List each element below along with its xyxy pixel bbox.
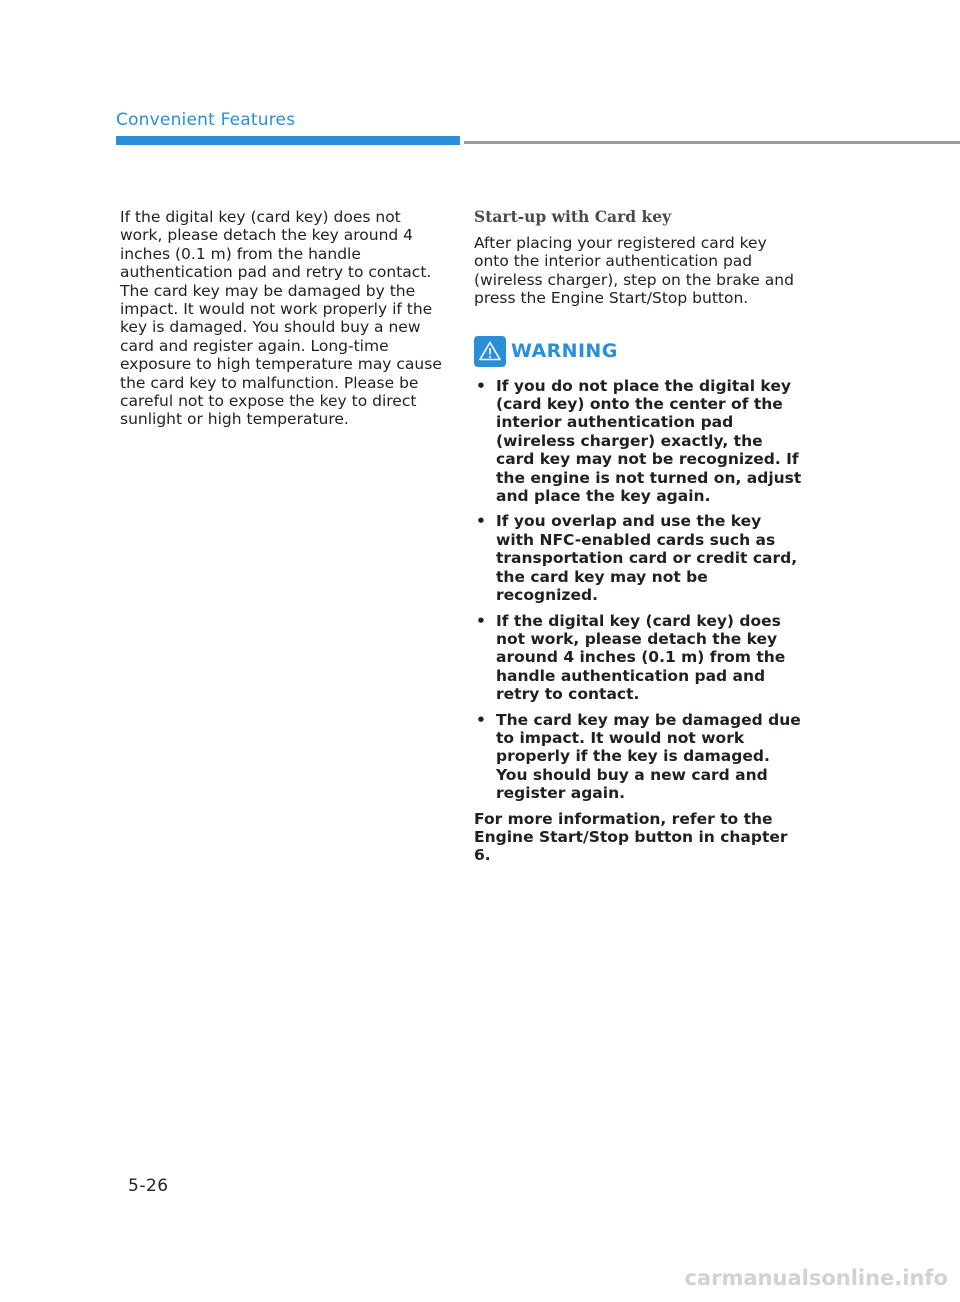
bullet: • [476,376,486,395]
header-rule [464,141,960,144]
section-heading: Start-up with Card key [474,207,672,226]
left-paragraph: If the digital key (card key) does not work, please detach the key around 4 inches (0.1 m) from the handle authentication pad and retry to contact. The card key may be damaged by the impact. It would not work properly if the key is damaged. You should buy a new card and register again. Long-time exposure to high temperature may cause the card key to malfunction. Please be careful not to expose the key to direct sunlight or high temperature. [120,208,442,429]
warning-item-text: If you overlap and use the key with NFC-enabled cards such as transportation card or credit card, the card key may not be recognized. [496,512,798,605]
warning-header [474,336,804,367]
watermark: carmanualsonline.info [684,1266,948,1290]
warning-item [474,377,804,506]
warning-label: WARNING [511,340,618,363]
bullet: • [476,710,486,729]
right-column [474,206,804,865]
warning-item [474,711,804,803]
warning-list [474,377,804,803]
bullet: • [476,611,486,630]
page-number: 5-26 [128,1176,169,1196]
warning-item-text: If the digital key (card key) does not work, please detach the key around 4 inches (0.1 m) from the handle authentication pad and retry to contact. [496,611,786,704]
header-accent-bar [116,136,460,145]
warning-note: For more information, refer to the Engine Start/Stop button in chapter 6. [474,809,788,865]
warning-item-text: If you do not place the digital key (card key) onto the center of the interior authentication pad (wireless charger) exactly, the card key may not be recognized. If the engine is not turned on, adjust and place the key again. [496,376,802,506]
section-body: After placing your registered card key onto the interior authentication pad (wireless charger), step on the brake and press the Engine Start/Stop button. [474,234,794,308]
bullet: • [476,512,486,531]
warning-triangle-icon [474,336,506,367]
warning-item [474,612,804,704]
section-title: Convenient Features [116,110,296,130]
warning-item [474,512,804,604]
warning-item-text: The card key may be damaged due to impact. It would not work properly if the key is damaged. You should buy a new card and register again. [496,710,801,803]
